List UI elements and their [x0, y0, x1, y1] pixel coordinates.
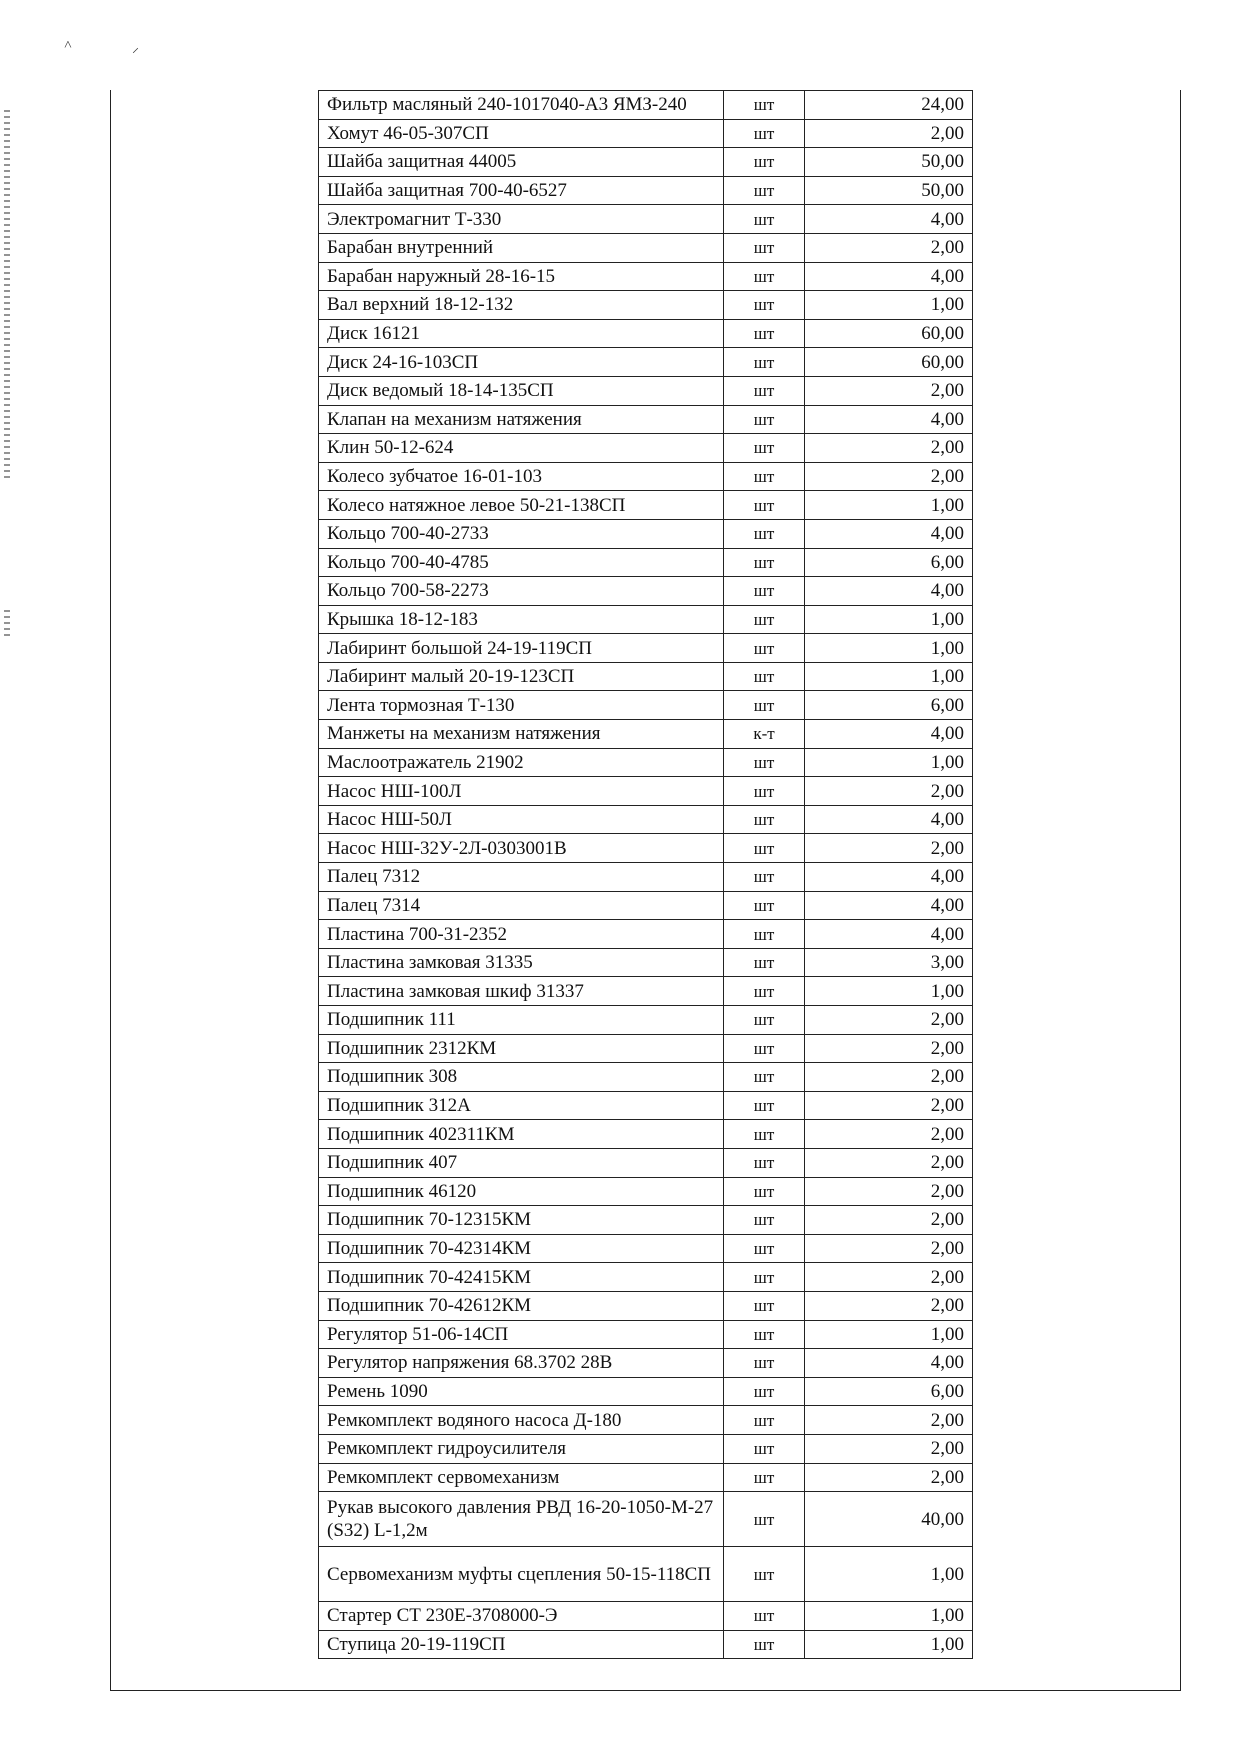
cell-unit: шт	[723, 1120, 804, 1149]
cell-qty: 4,00	[805, 405, 973, 434]
cell-name: Ремкомплект водяного насоса Д-180	[319, 1406, 724, 1435]
cell-qty: 2,00	[805, 1206, 973, 1235]
cell-qty: 2,00	[805, 462, 973, 491]
cell-name: Кольцо 700-40-2733	[319, 519, 724, 548]
cell-unit: шт	[723, 1463, 804, 1492]
table-row	[319, 1349, 973, 1378]
scan-speck-2: ⸝	[132, 41, 139, 56]
table-row	[319, 1291, 973, 1320]
table-row	[319, 1006, 973, 1035]
cell-name: Шайба защитная 700-40-6527	[319, 176, 724, 205]
table-row	[319, 834, 973, 863]
form-frame-right	[1180, 90, 1181, 1690]
cell-name: Лабиринт большой 24-19-119СП	[319, 634, 724, 663]
cell-qty: 2,00	[805, 1148, 973, 1177]
cell-qty: 2,00	[805, 233, 973, 262]
cell-unit: шт	[723, 1547, 804, 1602]
table-row	[319, 491, 973, 520]
cell-name: Подшипник 46120	[319, 1177, 724, 1206]
cell-unit: шт	[723, 834, 804, 863]
cell-qty: 50,00	[805, 148, 973, 177]
cell-qty: 6,00	[805, 691, 973, 720]
table-row	[319, 1602, 973, 1631]
cell-qty: 60,00	[805, 319, 973, 348]
cell-qty: 60,00	[805, 348, 973, 377]
cell-qty: 2,00	[805, 1091, 973, 1120]
cell-qty: 2,00	[805, 1034, 973, 1063]
cell-unit: шт	[723, 662, 804, 691]
cell-qty: 1,00	[805, 605, 973, 634]
cell-unit: шт	[723, 977, 804, 1006]
cell-unit: шт	[723, 1406, 804, 1435]
cell-name: Барабан внутренний	[319, 233, 724, 262]
cell-qty: 40,00	[805, 1492, 973, 1547]
table-row	[319, 662, 973, 691]
table-row	[319, 1492, 973, 1547]
cell-name: Манжеты на механизм натяжения	[319, 720, 724, 749]
cell-unit: шт	[723, 920, 804, 949]
cell-unit: шт	[723, 891, 804, 920]
cell-qty: 2,00	[805, 1234, 973, 1263]
cell-unit: шт	[723, 262, 804, 291]
cell-name: Регулятор 51-06-14СП	[319, 1320, 724, 1349]
cell-qty: 1,00	[805, 1630, 973, 1659]
cell-unit: шт	[723, 1234, 804, 1263]
cell-name: Вал верхний 18-12-132	[319, 291, 724, 320]
cell-name: Насос НШ-50Л	[319, 805, 724, 834]
cell-unit: шт	[723, 805, 804, 834]
cell-unit: шт	[723, 462, 804, 491]
cell-unit: шт	[723, 1602, 804, 1631]
cell-qty: 1,00	[805, 748, 973, 777]
table-row	[319, 148, 973, 177]
table-row	[319, 405, 973, 434]
cell-name: Диск 16121	[319, 319, 724, 348]
cell-unit: шт	[723, 491, 804, 520]
table-row	[319, 205, 973, 234]
cell-name: Ремкомплект гидроусилителя	[319, 1434, 724, 1463]
table-row	[319, 1063, 973, 1092]
cell-name: Пластина 700-31-2352	[319, 920, 724, 949]
table-row	[319, 720, 973, 749]
cell-unit: шт	[723, 91, 804, 120]
cell-qty: 2,00	[805, 1406, 973, 1435]
cell-qty: 2,00	[805, 119, 973, 148]
cell-name: Подшипник 70-42415КМ	[319, 1263, 724, 1292]
cell-name: Подшипник 70-42612КМ	[319, 1291, 724, 1320]
table-row	[319, 805, 973, 834]
cell-qty: 24,00	[805, 91, 973, 120]
table-row	[319, 548, 973, 577]
table-row	[319, 634, 973, 663]
cell-qty: 1,00	[805, 634, 973, 663]
cell-unit: шт	[723, 1006, 804, 1035]
cell-name: Кольцо 700-40-4785	[319, 548, 724, 577]
cell-name: Клапан на механизм натяжения	[319, 405, 724, 434]
cell-qty: 6,00	[805, 1377, 973, 1406]
cell-unit: шт	[723, 691, 804, 720]
table-row	[319, 891, 973, 920]
cell-qty: 2,00	[805, 1177, 973, 1206]
cell-name: Ступица 20-19-119СП	[319, 1630, 724, 1659]
cell-name: Колесо зубчатое 16-01-103	[319, 462, 724, 491]
table-row	[319, 777, 973, 806]
cell-name: Пластина замковая 31335	[319, 948, 724, 977]
cell-qty: 2,00	[805, 1463, 973, 1492]
cell-qty: 4,00	[805, 891, 973, 920]
cell-name: Регулятор напряжения 68.3702 28В	[319, 1349, 724, 1378]
table-row	[319, 1434, 973, 1463]
cell-qty: 50,00	[805, 176, 973, 205]
cell-qty: 4,00	[805, 863, 973, 892]
cell-name: Подшипник 402311КМ	[319, 1120, 724, 1149]
table-row	[319, 262, 973, 291]
cell-unit: шт	[723, 148, 804, 177]
cell-name: Фильтр масляный 240-1017040-А3 ЯМЗ-240	[319, 91, 724, 120]
cell-unit: шт	[723, 1492, 804, 1547]
cell-unit: шт	[723, 1091, 804, 1120]
cell-name: Клин 50-12-624	[319, 434, 724, 463]
table-row	[319, 1120, 973, 1149]
table-row	[319, 1406, 973, 1435]
cell-name: Насос НШ-100Л	[319, 777, 724, 806]
cell-qty: 4,00	[805, 205, 973, 234]
cell-unit: шт	[723, 948, 804, 977]
table-row	[319, 1206, 973, 1235]
cell-unit: шт	[723, 1263, 804, 1292]
cell-name: Стартер СТ 230Е-3708000-Э	[319, 1602, 724, 1631]
cell-name: Ремень 1090	[319, 1377, 724, 1406]
cell-unit: шт	[723, 405, 804, 434]
cell-unit: шт	[723, 291, 804, 320]
cell-qty: 6,00	[805, 548, 973, 577]
cell-name: Маслоотражатель 21902	[319, 748, 724, 777]
scan-edge-noise-lower	[4, 610, 10, 640]
cell-unit: шт	[723, 863, 804, 892]
cell-unit: шт	[723, 748, 804, 777]
scan-speck-1: ˄	[64, 38, 72, 53]
items-table	[318, 90, 973, 1659]
table-row	[319, 1177, 973, 1206]
cell-qty: 1,00	[805, 977, 973, 1006]
cell-unit: шт	[723, 434, 804, 463]
cell-name: Подшипник 70-12315КМ	[319, 1206, 724, 1235]
cell-unit: шт	[723, 1063, 804, 1092]
cell-unit: шт	[723, 1291, 804, 1320]
table-row	[319, 1148, 973, 1177]
cell-qty: 1,00	[805, 1547, 973, 1602]
cell-name: Подшипник 2312КМ	[319, 1034, 724, 1063]
table-row	[319, 1377, 973, 1406]
cell-unit: шт	[723, 1034, 804, 1063]
cell-qty: 1,00	[805, 1602, 973, 1631]
cell-qty: 4,00	[805, 920, 973, 949]
cell-qty: 2,00	[805, 1434, 973, 1463]
cell-unit: шт	[723, 1434, 804, 1463]
table-row	[319, 376, 973, 405]
cell-unit: шт	[723, 1148, 804, 1177]
cell-name: Кольцо 700-58-2273	[319, 577, 724, 606]
cell-qty: 2,00	[805, 1291, 973, 1320]
cell-qty: 4,00	[805, 519, 973, 548]
cell-name: Рукав высокого давления РВД 16-20-1050-М-27 (S32) L-1,2м	[319, 1492, 724, 1547]
cell-name: Подшипник 111	[319, 1006, 724, 1035]
cell-unit: шт	[723, 1377, 804, 1406]
cell-name: Диск ведомый 18-14-135СП	[319, 376, 724, 405]
table-row	[319, 1263, 973, 1292]
table-row	[319, 920, 973, 949]
cell-name: Подшипник 308	[319, 1063, 724, 1092]
table-row	[319, 748, 973, 777]
cell-name: Крышка 18-12-183	[319, 605, 724, 634]
cell-unit: шт	[723, 205, 804, 234]
cell-unit: к-т	[723, 720, 804, 749]
cell-name: Хомут 46-05-307СП	[319, 119, 724, 148]
cell-name: Подшипник 407	[319, 1148, 724, 1177]
cell-qty: 2,00	[805, 834, 973, 863]
table-row	[319, 1547, 973, 1602]
table-row	[319, 91, 973, 120]
cell-qty: 2,00	[805, 1263, 973, 1292]
cell-unit: шт	[723, 348, 804, 377]
cell-unit: шт	[723, 577, 804, 606]
cell-unit: шт	[723, 777, 804, 806]
cell-name: Насос НШ-32У-2Л-0303001В	[319, 834, 724, 863]
form-frame-bottom	[110, 1690, 1181, 1691]
cell-name: Барабан наружный 28-16-15	[319, 262, 724, 291]
cell-name: Палец 7314	[319, 891, 724, 920]
cell-name: Диск 24-16-103СП	[319, 348, 724, 377]
cell-name: Колесо натяжное левое 50-21-138СП	[319, 491, 724, 520]
cell-unit: шт	[723, 176, 804, 205]
cell-unit: шт	[723, 519, 804, 548]
table-row	[319, 605, 973, 634]
table-row	[319, 176, 973, 205]
table-row	[319, 948, 973, 977]
cell-unit: шт	[723, 548, 804, 577]
table-row	[319, 1630, 973, 1659]
cell-name: Пластина замковая шкиф 31337	[319, 977, 724, 1006]
table-row	[319, 1091, 973, 1120]
cell-unit: шт	[723, 1349, 804, 1378]
table-row	[319, 977, 973, 1006]
table-row	[319, 233, 973, 262]
cell-unit: шт	[723, 319, 804, 348]
table-row	[319, 291, 973, 320]
scan-edge-noise	[4, 110, 10, 480]
cell-qty: 3,00	[805, 948, 973, 977]
table-row	[319, 348, 973, 377]
table-row	[319, 462, 973, 491]
table-row	[319, 434, 973, 463]
cell-qty: 2,00	[805, 434, 973, 463]
cell-qty: 2,00	[805, 777, 973, 806]
table-row	[319, 863, 973, 892]
cell-name: Электромагнит Т-330	[319, 205, 724, 234]
items-table-body	[319, 91, 973, 1659]
cell-unit: шт	[723, 605, 804, 634]
cell-qty: 4,00	[805, 1349, 973, 1378]
table-row	[319, 577, 973, 606]
table-row	[319, 1234, 973, 1263]
cell-qty: 2,00	[805, 1120, 973, 1149]
cell-unit: шт	[723, 376, 804, 405]
cell-unit: шт	[723, 1206, 804, 1235]
cell-qty: 1,00	[805, 662, 973, 691]
cell-qty: 4,00	[805, 720, 973, 749]
cell-name: Лента тормозная Т-130	[319, 691, 724, 720]
table-row	[319, 119, 973, 148]
cell-qty: 4,00	[805, 577, 973, 606]
form-frame-left	[110, 90, 111, 1690]
cell-qty: 1,00	[805, 291, 973, 320]
cell-name: Ремкомплект сервомеханизм	[319, 1463, 724, 1492]
cell-name: Подшипник 70-42314КМ	[319, 1234, 724, 1263]
cell-name: Сервомеханизм муфты сцепления 50-15-118СП	[319, 1547, 724, 1602]
cell-name: Шайба защитная 44005	[319, 148, 724, 177]
cell-qty: 2,00	[805, 1006, 973, 1035]
table-row	[319, 1034, 973, 1063]
cell-unit: шт	[723, 1177, 804, 1206]
cell-name: Лабиринт малый 20-19-123СП	[319, 662, 724, 691]
table-row	[319, 319, 973, 348]
cell-unit: шт	[723, 1630, 804, 1659]
cell-unit: шт	[723, 634, 804, 663]
cell-unit: шт	[723, 119, 804, 148]
cell-qty: 4,00	[805, 262, 973, 291]
table-row	[319, 1463, 973, 1492]
table-row	[319, 519, 973, 548]
cell-unit: шт	[723, 233, 804, 262]
cell-name: Палец 7312	[319, 863, 724, 892]
cell-qty: 4,00	[805, 805, 973, 834]
cell-qty: 1,00	[805, 491, 973, 520]
cell-qty: 1,00	[805, 1320, 973, 1349]
cell-qty: 2,00	[805, 376, 973, 405]
table-row	[319, 691, 973, 720]
cell-qty: 2,00	[805, 1063, 973, 1092]
cell-name: Подшипник 312А	[319, 1091, 724, 1120]
cell-unit: шт	[723, 1320, 804, 1349]
table-row	[319, 1320, 973, 1349]
